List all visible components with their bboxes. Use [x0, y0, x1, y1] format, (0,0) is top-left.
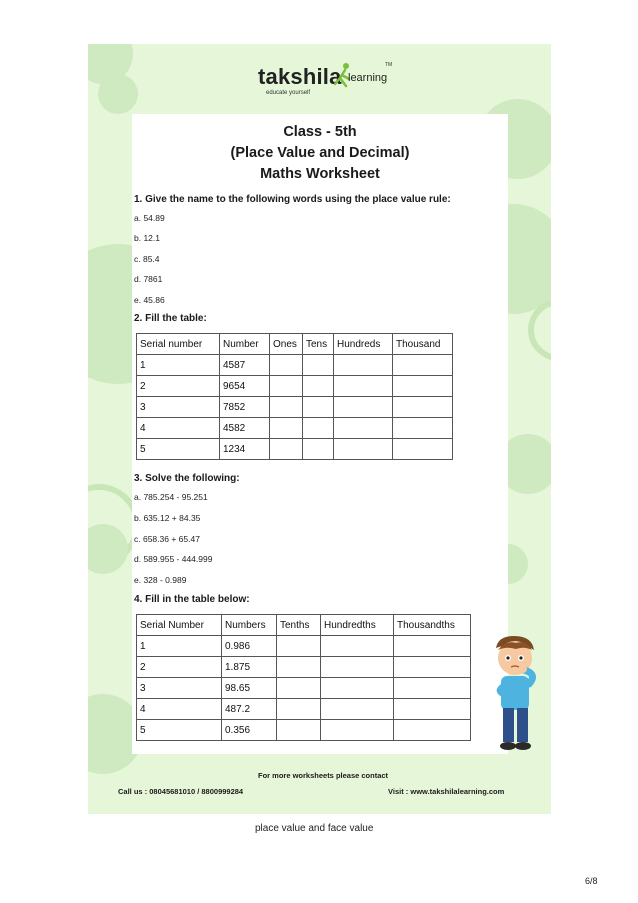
table-cell: 0.356: [222, 720, 277, 741]
answer-cell[interactable]: [270, 418, 303, 439]
answer-cell[interactable]: [394, 678, 471, 699]
table-row: [137, 376, 453, 397]
question-4-title: 4. Fill in the table below:: [134, 594, 250, 605]
table-header-row: [137, 334, 453, 355]
answer-cell[interactable]: [303, 376, 334, 397]
answer-cell[interactable]: [393, 439, 453, 460]
worksheet-poster: [88, 44, 551, 814]
table-row: [137, 699, 471, 720]
answer-cell[interactable]: [270, 355, 303, 376]
question-1-title: 1. Give the name to the following words using the place value rule:: [134, 194, 451, 205]
worksheet-page: [132, 114, 508, 754]
table-cell: 7852: [220, 397, 270, 418]
table-cell: 0.986: [222, 636, 277, 657]
question-3-title: 3. Solve the following:: [134, 473, 240, 484]
q1-item: d. 7861: [134, 274, 163, 284]
answer-cell[interactable]: [394, 699, 471, 720]
table-row: [137, 355, 453, 376]
table-header: Tens: [303, 334, 334, 355]
page-heading: Maths Worksheet: [260, 166, 380, 182]
answer-cell[interactable]: [277, 636, 321, 657]
q3-item: e. 328 - 0.989: [134, 575, 187, 585]
table-header: Ones: [270, 334, 303, 355]
image-caption: place value and face value: [255, 823, 374, 834]
table-cell: 3: [137, 397, 220, 418]
table-cell: 4: [137, 699, 222, 720]
table-cell: 4: [137, 418, 220, 439]
table-header: Serial number: [137, 334, 220, 355]
answer-cell[interactable]: [334, 439, 393, 460]
table-row: [137, 678, 471, 699]
table-header: Hundreds: [334, 334, 393, 355]
answer-cell[interactable]: [394, 636, 471, 657]
table-header: Hundredths: [321, 615, 394, 636]
q1-item: b. 12.1: [134, 233, 160, 243]
table-header: Number: [220, 334, 270, 355]
table-header: Thousandths: [394, 615, 471, 636]
answer-cell[interactable]: [303, 355, 334, 376]
table-row: [137, 657, 471, 678]
table-cell: 9654: [220, 376, 270, 397]
answer-cell[interactable]: [334, 397, 393, 418]
answer-cell[interactable]: [270, 397, 303, 418]
answer-cell[interactable]: [277, 657, 321, 678]
logo-brand: takshila: [258, 64, 342, 89]
answer-cell[interactable]: [393, 397, 453, 418]
answer-cell[interactable]: [303, 397, 334, 418]
answer-cell[interactable]: [270, 439, 303, 460]
table-header: Numbers: [222, 615, 277, 636]
takshila-logo: [258, 62, 398, 102]
answer-cell[interactable]: [394, 720, 471, 741]
q1-item: a. 54.89: [134, 213, 165, 223]
answer-cell[interactable]: [277, 699, 321, 720]
q1-item: e. 45.86: [134, 295, 165, 305]
table-row: [137, 418, 453, 439]
table-cell: 1234: [220, 439, 270, 460]
table-row: [137, 439, 453, 460]
logo-learning: learning: [348, 72, 388, 84]
place-value-table: [136, 333, 453, 460]
table-row: [137, 720, 471, 741]
answer-cell[interactable]: [321, 636, 394, 657]
answer-cell[interactable]: [277, 720, 321, 741]
q3-item: a. 785.254 - 95.251: [134, 492, 208, 502]
answer-cell[interactable]: [321, 699, 394, 720]
table-cell: 4587: [220, 355, 270, 376]
table-header: Thousand: [393, 334, 453, 355]
answer-cell[interactable]: [321, 678, 394, 699]
table-cell: 3: [137, 678, 222, 699]
footer-call: Call us : 08045681010 / 8800999284: [118, 787, 244, 796]
table-header: Serial Number: [137, 615, 222, 636]
answer-cell[interactable]: [321, 720, 394, 741]
answer-cell[interactable]: [303, 439, 334, 460]
thinking-boy-illustration: [486, 634, 544, 754]
table-cell: 4582: [220, 418, 270, 439]
answer-cell[interactable]: [270, 376, 303, 397]
answer-cell[interactable]: [334, 355, 393, 376]
page-number: 6/8: [585, 876, 598, 886]
answer-cell[interactable]: [303, 418, 334, 439]
q1-item: c. 85.4: [134, 254, 160, 264]
logo-trademark: TM: [385, 62, 393, 68]
answer-cell[interactable]: [393, 418, 453, 439]
answer-cell[interactable]: [334, 376, 393, 397]
decimal-table: [136, 614, 471, 741]
footer-visit: Visit : www.takshilalearning.com: [388, 787, 505, 796]
answer-cell[interactable]: [393, 355, 453, 376]
decor-circle: [98, 74, 138, 114]
page-title: Class - 5th: [283, 124, 357, 140]
table-header-row: [137, 615, 471, 636]
table-cell: 1: [137, 355, 220, 376]
table-row: [137, 397, 453, 418]
table-cell: 1.875: [222, 657, 277, 678]
q3-item: d. 589.955 - 444.999: [134, 554, 213, 564]
answer-cell[interactable]: [393, 376, 453, 397]
table-cell: 98.65: [222, 678, 277, 699]
answer-cell[interactable]: [334, 418, 393, 439]
table-cell: 2: [137, 376, 220, 397]
answer-cell[interactable]: [321, 657, 394, 678]
page-subtitle: (Place Value and Decimal): [230, 145, 410, 161]
table-cell: 1: [137, 636, 222, 657]
logo-tagline: educate yourself: [266, 90, 311, 96]
question-2-title: 2. Fill the table:: [134, 313, 207, 324]
answer-cell[interactable]: [394, 657, 471, 678]
table-cell: 2: [137, 657, 222, 678]
answer-cell[interactable]: [277, 678, 321, 699]
q3-item: c. 658.36 + 65.47: [134, 534, 200, 544]
table-cell: 5: [137, 720, 222, 741]
footer-more: For more worksheets please contact: [258, 771, 389, 780]
table-cell: 5: [137, 439, 220, 460]
table-header: Tenths: [277, 615, 321, 636]
table-row: [137, 636, 471, 657]
q3-item: b. 635.12 + 84.35: [134, 513, 201, 523]
table-cell: 487.2: [222, 699, 277, 720]
